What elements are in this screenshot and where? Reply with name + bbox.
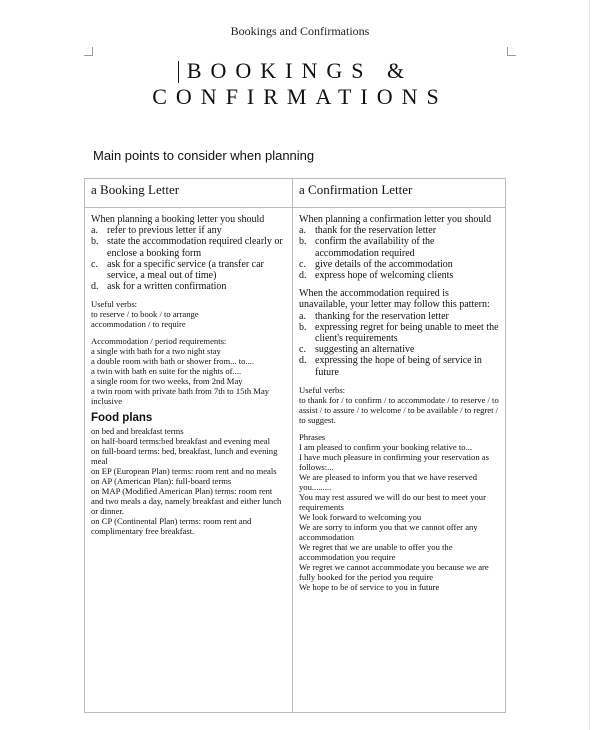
phrase-line: We regret we cannot accommodate you because we are fully booked for the period you require [299,561,489,582]
list-item: a. thanking for the reservation letter [299,310,449,322]
margin-marker-left [84,47,93,56]
phrase-line: We look forward to welcoming you [299,511,422,522]
list-item: b. expressing regret for being unable to meet the client's requirements [299,321,499,345]
confirmation-intro: When planning a confirmation letter you should [299,214,492,225]
food-plan-line: on CP (Continental Plan) terms: room rent and complimentary free breakfast. [91,515,252,536]
list-item: d. ask for a written confirmation [91,281,227,293]
page-header: Bookings and Confirmations [230,24,370,38]
comparison-table [84,178,506,713]
food-plan-line: on MAP (Modified American Plan) terms: room rent and two meals a day, namely breakfast and either lunch or dinner. [91,485,282,516]
column-header-confirmation: a Confirmation Letter [293,179,506,208]
food-plan-line: on full-board terms: bed, breakfast, lunch and evening meal [91,445,278,466]
confirmation-verbs-title: Useful verbs: [299,384,346,395]
list-item: c. ask for a specific service (a transfer car service, a meal out of time) [91,258,264,282]
unavailable-intro: When the accommodation required is unavailable, your letter may follow this pattern: [299,288,490,311]
list-item: a. refer to previous letter if any [91,225,222,237]
accommodation-line: a single room for two weeks, from 2nd May [91,376,243,387]
list-item: c. give details of the accommodation [299,258,453,270]
confirmation-column [293,208,506,713]
list-item: a. thank for the reservation letter [299,225,437,237]
accommodation-line: a double room with bath or shower from... to.... [91,356,255,367]
accommodation-line: a twin with bath en suite for the nights of.... [91,366,242,377]
food-plan-line: on EP (European Plan) terms: room rent and no meals [91,465,277,476]
booking-verbs-title: Useful verbs: [91,299,138,310]
food-plan-line: on half-board terms:bed breakfast and evening meal [91,435,270,446]
list-item: d. expressing the hope of being of service in future [299,355,482,378]
phrase-line: You may rest assured we will do our best to meet your requirements [299,491,486,512]
list-item: b. confirm the availability of the accommodation required [299,236,435,259]
list-item: c. suggesting an alternative [299,344,415,356]
accommodation-line: a single with bath for a two night stay [91,346,221,357]
phrase-line: We hope to be of service to you in future [299,581,440,592]
phrase-line: I have much pleasure in confirming your reservation as follows:... [299,451,489,472]
margin-marker-right [507,47,516,56]
confirmation-verbs: to thank for / to confirm / to accommodate / to reserve / to assist / to assure / to welcome / to be available / to regret / to suggest. [299,394,499,425]
food-plan-line: on AP (American Plan): full-board terms [91,475,232,486]
subtitle: Main points to consider when planning [93,148,315,163]
phrase-line: We are pleased to inform you that we have reserved you......... [299,471,478,492]
accommodation-title: Accommodation / period requirements: [91,336,227,347]
title-line-1: BOOKINGS & [186,58,414,83]
booking-verbs-line: to reserve / to book / to arrange [91,309,199,320]
text-cursor [178,61,179,83]
title-line-2: CONFIRMATIONS [152,84,448,109]
accommodation-line: a twin room with private bath from 7th to 15th May inclusive [91,386,270,407]
food-plans-title: Food plans [91,412,153,425]
booking-verbs-line: accommodation / to require [91,319,186,330]
phrases-title: Phrases [299,431,326,442]
phrase-line: We regret that we are unable to offer you the accommodation you require [299,541,453,562]
list-item: b. state the accommodation required clearly or enclose a booking form [91,236,283,259]
booking-intro: When planning a booking letter you should [91,214,265,225]
list-item: d. express hope of welcoming clients [299,270,454,282]
food-plan-line: on bed and breakfast terms [91,425,184,436]
phrase-line: I am pleased to confirm your booking relative to... [299,441,473,452]
column-header-booking: a Booking Letter [85,179,293,208]
booking-column [85,208,293,713]
phrase-line: We are sorry to inform you that we cannot offer any accommodation [299,521,478,542]
